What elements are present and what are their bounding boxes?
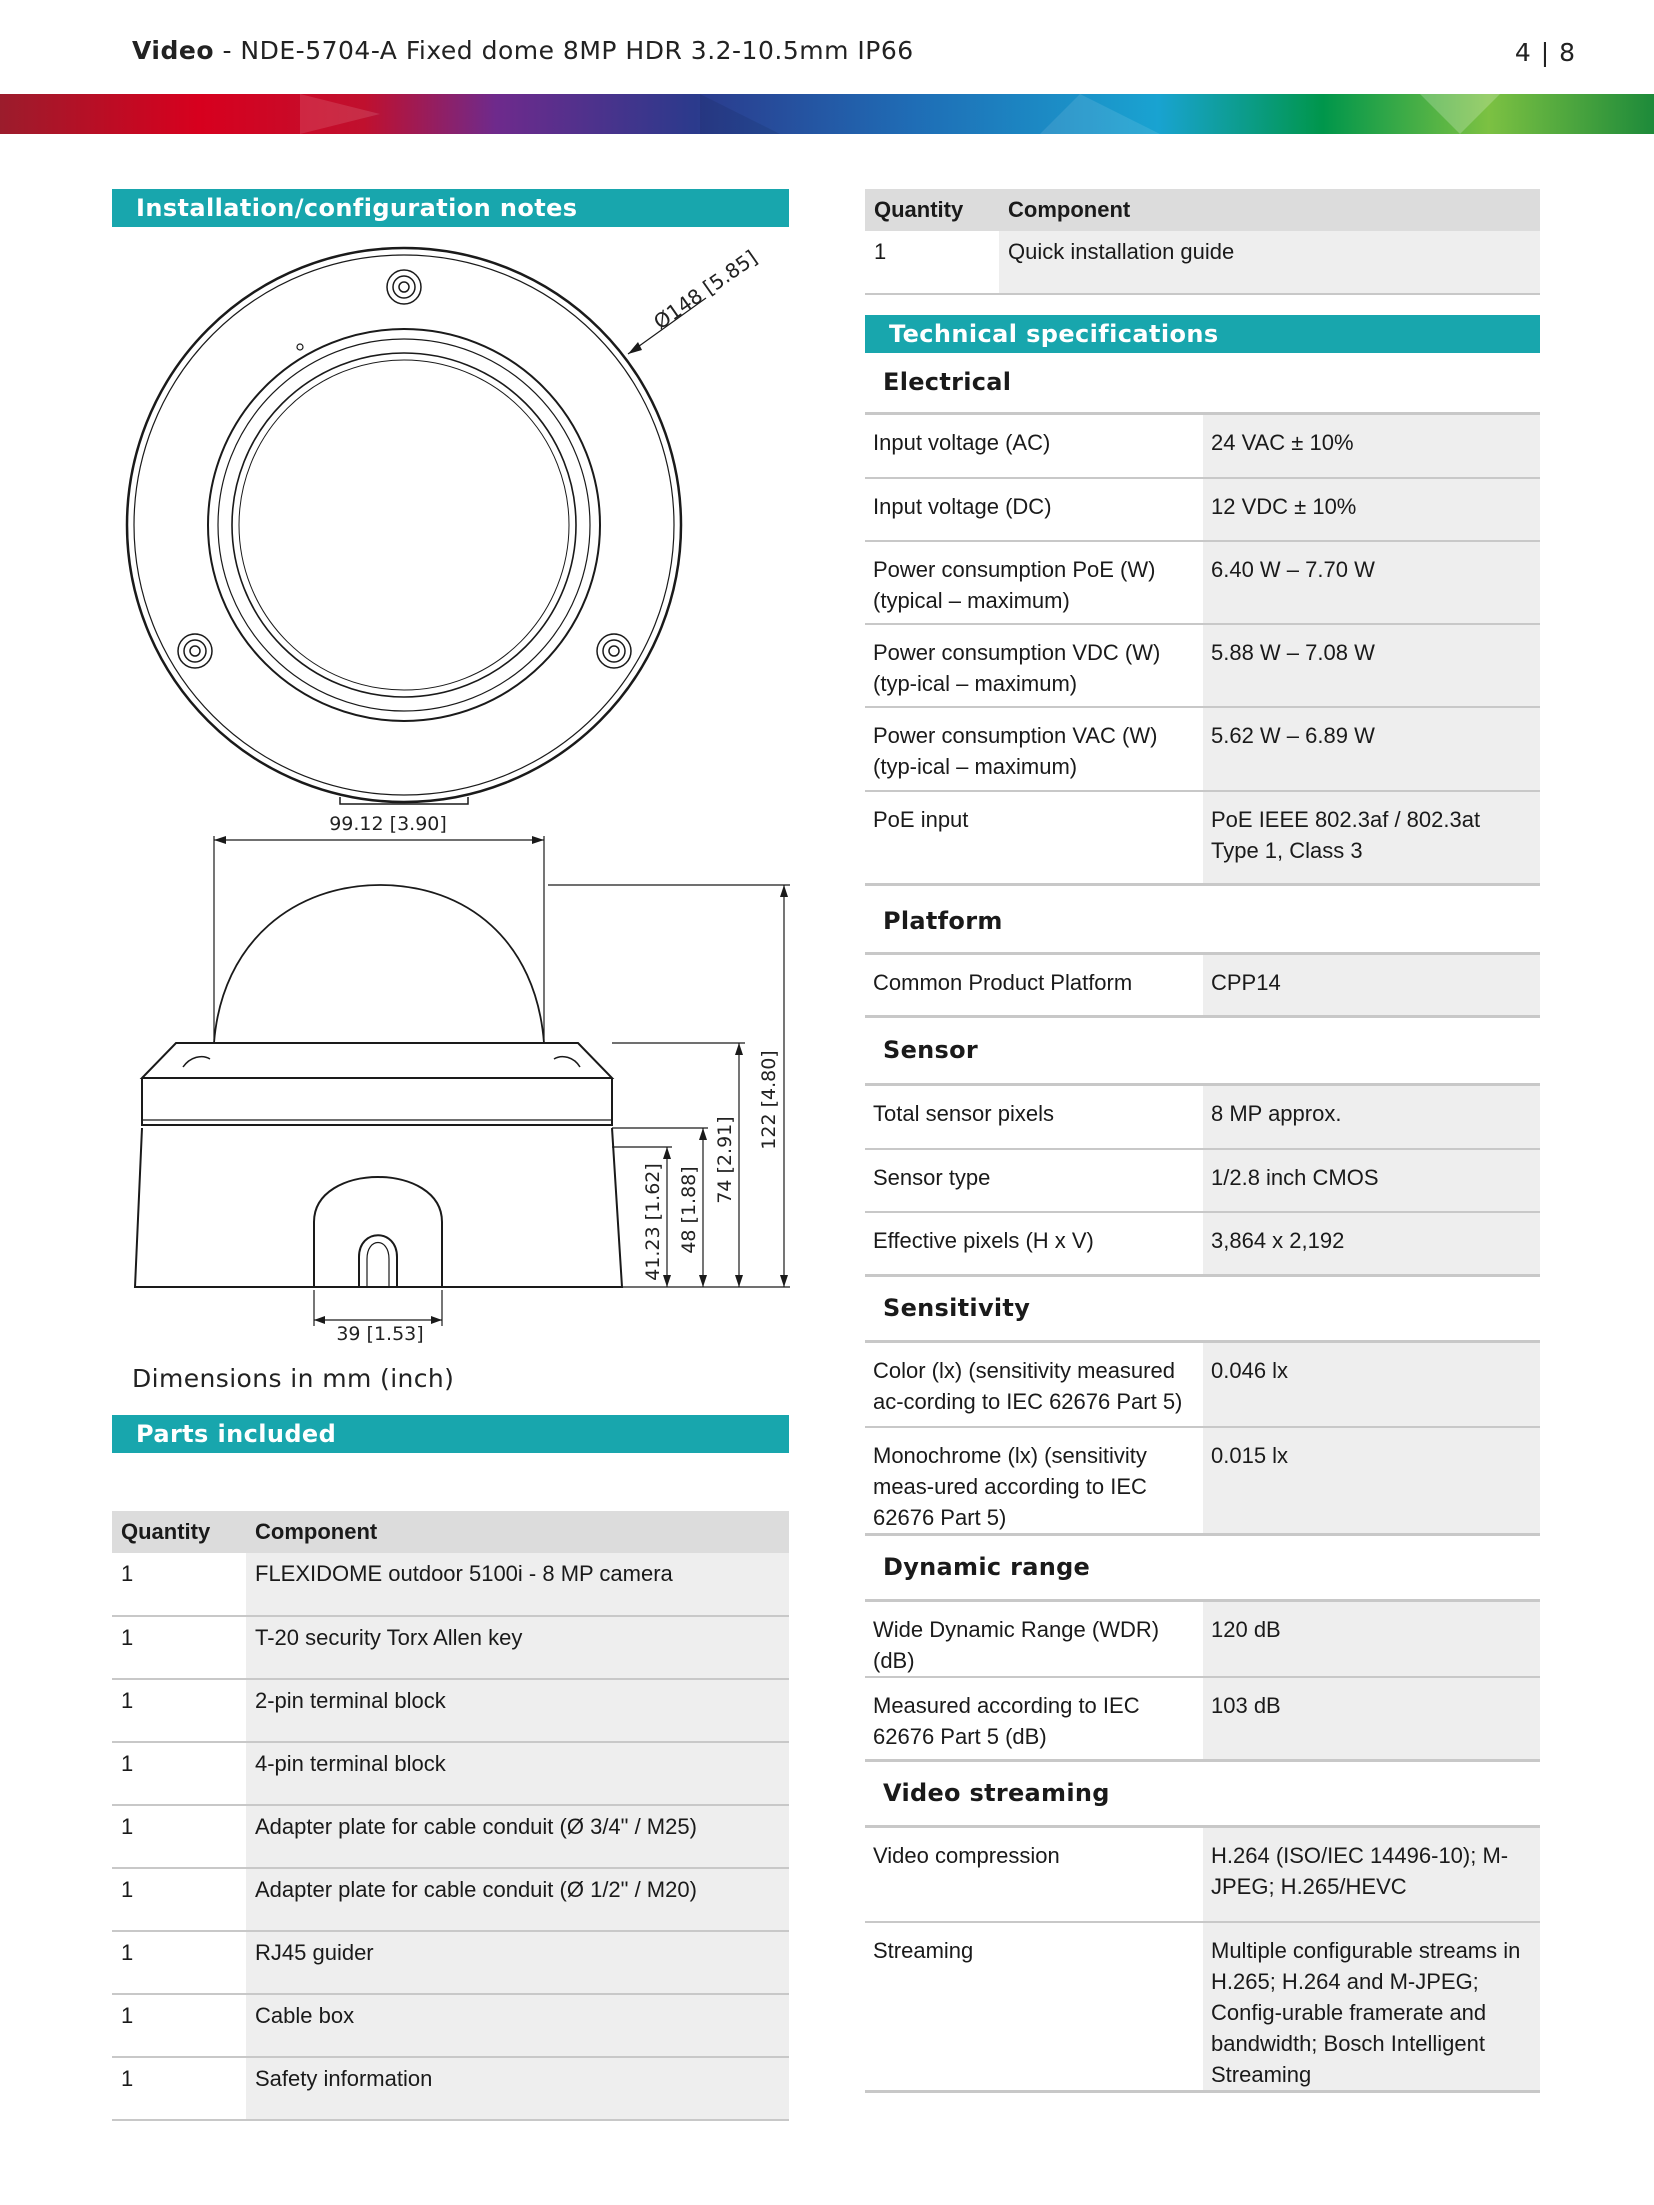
spec-label: Common Product Platform [865, 955, 1203, 1017]
spec-value: 120 dB [1203, 1602, 1540, 1677]
spec-row [865, 1427, 1540, 1535]
parts-table [112, 1511, 789, 2121]
spec-row [865, 1677, 1540, 1761]
table-row [112, 1868, 789, 1931]
installation-notes-section [112, 189, 789, 227]
spec-label: Power consumption PoE (W) (typical – maximum) [865, 541, 1203, 624]
technical-specifications-heading: Technical specifications [865, 315, 1540, 353]
video-streaming-spec-table [865, 1828, 1540, 2093]
spec-label: Effective pixels (H x V) [865, 1212, 1203, 1275]
spec-label: Monochrome (lx) (sensitivity meas-ured according to IEC 62676 Part 5) [865, 1427, 1203, 1535]
dynamic-range-spec-table [865, 1602, 1540, 1763]
component-cell: Quick installation guide [999, 231, 1540, 294]
quantity-cell: 1 [112, 1931, 246, 1994]
spec-row [865, 1922, 1540, 2092]
sensitivity-section-title: Sensitivity [865, 1277, 1540, 1343]
spec-label: Power consumption VAC (W) (typ-ical – maximum) [865, 707, 1203, 791]
spec-value: H.264 (ISO/IEC 14496-10); M-JPEG; H.265/HEVC [1203, 1828, 1540, 1922]
spec-row [865, 1343, 1540, 1427]
table-row [112, 1994, 789, 2057]
quantity-cell: 1 [865, 231, 999, 294]
quantity-cell: 1 [112, 1742, 246, 1805]
spec-value: PoE IEEE 802.3af / 802.3at Type 1, Class 3 [1203, 791, 1540, 884]
spec-label: Wide Dynamic Range (WDR) (dB) [865, 1602, 1203, 1677]
parts-included-heading: Parts included [112, 1415, 789, 1453]
dimension-diameter-label: Ø148 [5.85] [649, 245, 762, 335]
spec-value: CPP14 [1203, 955, 1540, 1017]
component-cell: Adapter plate for cable conduit (Ø 1/2" / M20) [246, 1868, 789, 1931]
component-cell: 2-pin terminal block [246, 1679, 789, 1742]
platform-section-title: Platform [865, 886, 1540, 955]
right-column [865, 189, 1540, 2093]
spec-row [865, 955, 1540, 1017]
screw-icon [387, 270, 421, 304]
spec-value: 24 VAC ± 10% [1203, 415, 1540, 478]
dimension-width-label: 99.12 [3.90] [329, 813, 447, 835]
spec-value: 1/2.8 inch CMOS [1203, 1149, 1540, 1212]
spec-row [865, 541, 1540, 624]
dimension-height-48-label: 48 [1.88] [678, 1166, 700, 1254]
spec-label: Video compression [865, 1828, 1203, 1922]
dimension-height-74-label: 74 [2.91] [714, 1116, 736, 1204]
spec-row [865, 1149, 1540, 1212]
spec-row [865, 1602, 1540, 1677]
spec-row [865, 1212, 1540, 1275]
electrical-spec-table [865, 415, 1540, 886]
screw-icon [178, 634, 212, 668]
component-cell: RJ45 guider [246, 1931, 789, 1994]
spec-row [865, 1828, 1540, 1922]
installation-notes-heading: Installation/configuration notes [112, 189, 789, 227]
color-supergraphic [0, 94, 1654, 134]
spec-row [865, 478, 1540, 541]
component-cell: 4-pin terminal block [246, 1742, 789, 1805]
table-header-row [112, 1511, 789, 1553]
quantity-cell: 1 [112, 1616, 246, 1679]
header-product-title: - NDE-5704-A Fixed dome 8MP HDR 3.2-10.5mm IP66 [214, 36, 914, 65]
spec-value: 103 dB [1203, 1677, 1540, 1761]
quantity-cell: 1 [112, 1868, 246, 1931]
table-row [112, 1805, 789, 1868]
spec-label: Total sensor pixels [865, 1086, 1203, 1149]
spec-row [865, 791, 1540, 884]
video-streaming-section-title: Video streaming [865, 1762, 1540, 1828]
component-cell: Cable box [246, 1994, 789, 2057]
spec-value: 0.015 lx [1203, 1427, 1540, 1535]
spec-row [865, 624, 1540, 707]
spec-value: 12 VDC ± 10% [1203, 478, 1540, 541]
table-row [865, 231, 1540, 294]
spec-row [865, 1086, 1540, 1149]
spec-value: 3,864 x 2,192 [1203, 1212, 1540, 1275]
parts-table-continued [865, 189, 1540, 295]
spec-value: 5.88 W – 7.08 W [1203, 624, 1540, 707]
quantity-cell: 1 [112, 1553, 246, 1616]
column-header-quantity: Quantity [865, 189, 999, 231]
spec-value: 8 MP approx. [1203, 1086, 1540, 1149]
component-cell: Adapter plate for cable conduit (Ø 3/4" / M25) [246, 1805, 789, 1868]
header-category: Video [132, 36, 215, 65]
quantity-cell: 1 [112, 2057, 246, 2120]
sensor-section-title: Sensor [865, 1018, 1540, 1086]
quantity-cell: 1 [112, 1679, 246, 1742]
spec-value: 5.62 W – 6.89 W [1203, 707, 1540, 791]
table-row [112, 1616, 789, 1679]
top-view-drawing [127, 248, 681, 804]
spec-value: Multiple configurable streams in H.265; H.264 and M-JPEG; Config-urable framerate and bandwidth; Bosch Intelligent Streaming [1203, 1922, 1540, 2092]
screw-icon [597, 634, 631, 668]
spec-row [865, 707, 1540, 791]
platform-spec-table [865, 955, 1540, 1019]
table-row [112, 2057, 789, 2120]
table-row [112, 1679, 789, 1742]
quantity-cell: 1 [112, 1805, 246, 1868]
parts-included-section [112, 1415, 789, 2121]
spec-label: Input voltage (DC) [865, 478, 1203, 541]
sensor-spec-table [865, 1086, 1540, 1277]
page-number: 4 | 8 [1514, 38, 1576, 67]
spec-row [865, 415, 1540, 478]
dimension-height-41-label: 41.23 [1.62] [642, 1163, 664, 1281]
table-row [112, 1931, 789, 1994]
spec-label: Power consumption VDC (W) (typ-ical – maximum) [865, 624, 1203, 707]
dimension-drawing [112, 240, 802, 1350]
dimension-height-122-label: 122 [4.80] [758, 1050, 780, 1150]
sensitivity-spec-table [865, 1343, 1540, 1536]
dimension-39-label: 39 [1.53] [336, 1323, 424, 1345]
spec-label: Measured according to IEC 62676 Part 5 (dB) [865, 1677, 1203, 1761]
component-cell: Safety information [246, 2057, 789, 2120]
spec-label: Sensor type [865, 1149, 1203, 1212]
dimensions-caption: Dimensions in mm (inch) [132, 1364, 455, 1393]
spec-value: 6.40 W – 7.70 W [1203, 541, 1540, 624]
component-cell: FLEXIDOME outdoor 5100i - 8 MP camera [246, 1553, 789, 1616]
spec-value: 0.046 lx [1203, 1343, 1540, 1427]
column-header-component: Component [999, 189, 1540, 231]
spec-label: Streaming [865, 1922, 1203, 2092]
spec-label: PoE input [865, 791, 1203, 884]
side-view-drawing [135, 885, 622, 1287]
quantity-cell: 1 [112, 1994, 246, 2057]
electrical-section-title: Electrical [865, 353, 1540, 415]
spec-label: Input voltage (AC) [865, 415, 1203, 478]
dynamic-range-section-title: Dynamic range [865, 1536, 1540, 1602]
column-header-quantity: Quantity [112, 1511, 246, 1553]
document-header-title [132, 36, 914, 65]
table-row [112, 1553, 789, 1616]
table-row [112, 1742, 789, 1805]
spec-label: Color (lx) (sensitivity measured ac-cording to IEC 62676 Part 5) [865, 1343, 1203, 1427]
component-cell: T-20 security Torx Allen key [246, 1616, 789, 1679]
table-header-row [865, 189, 1540, 231]
column-header-component: Component [246, 1511, 789, 1553]
